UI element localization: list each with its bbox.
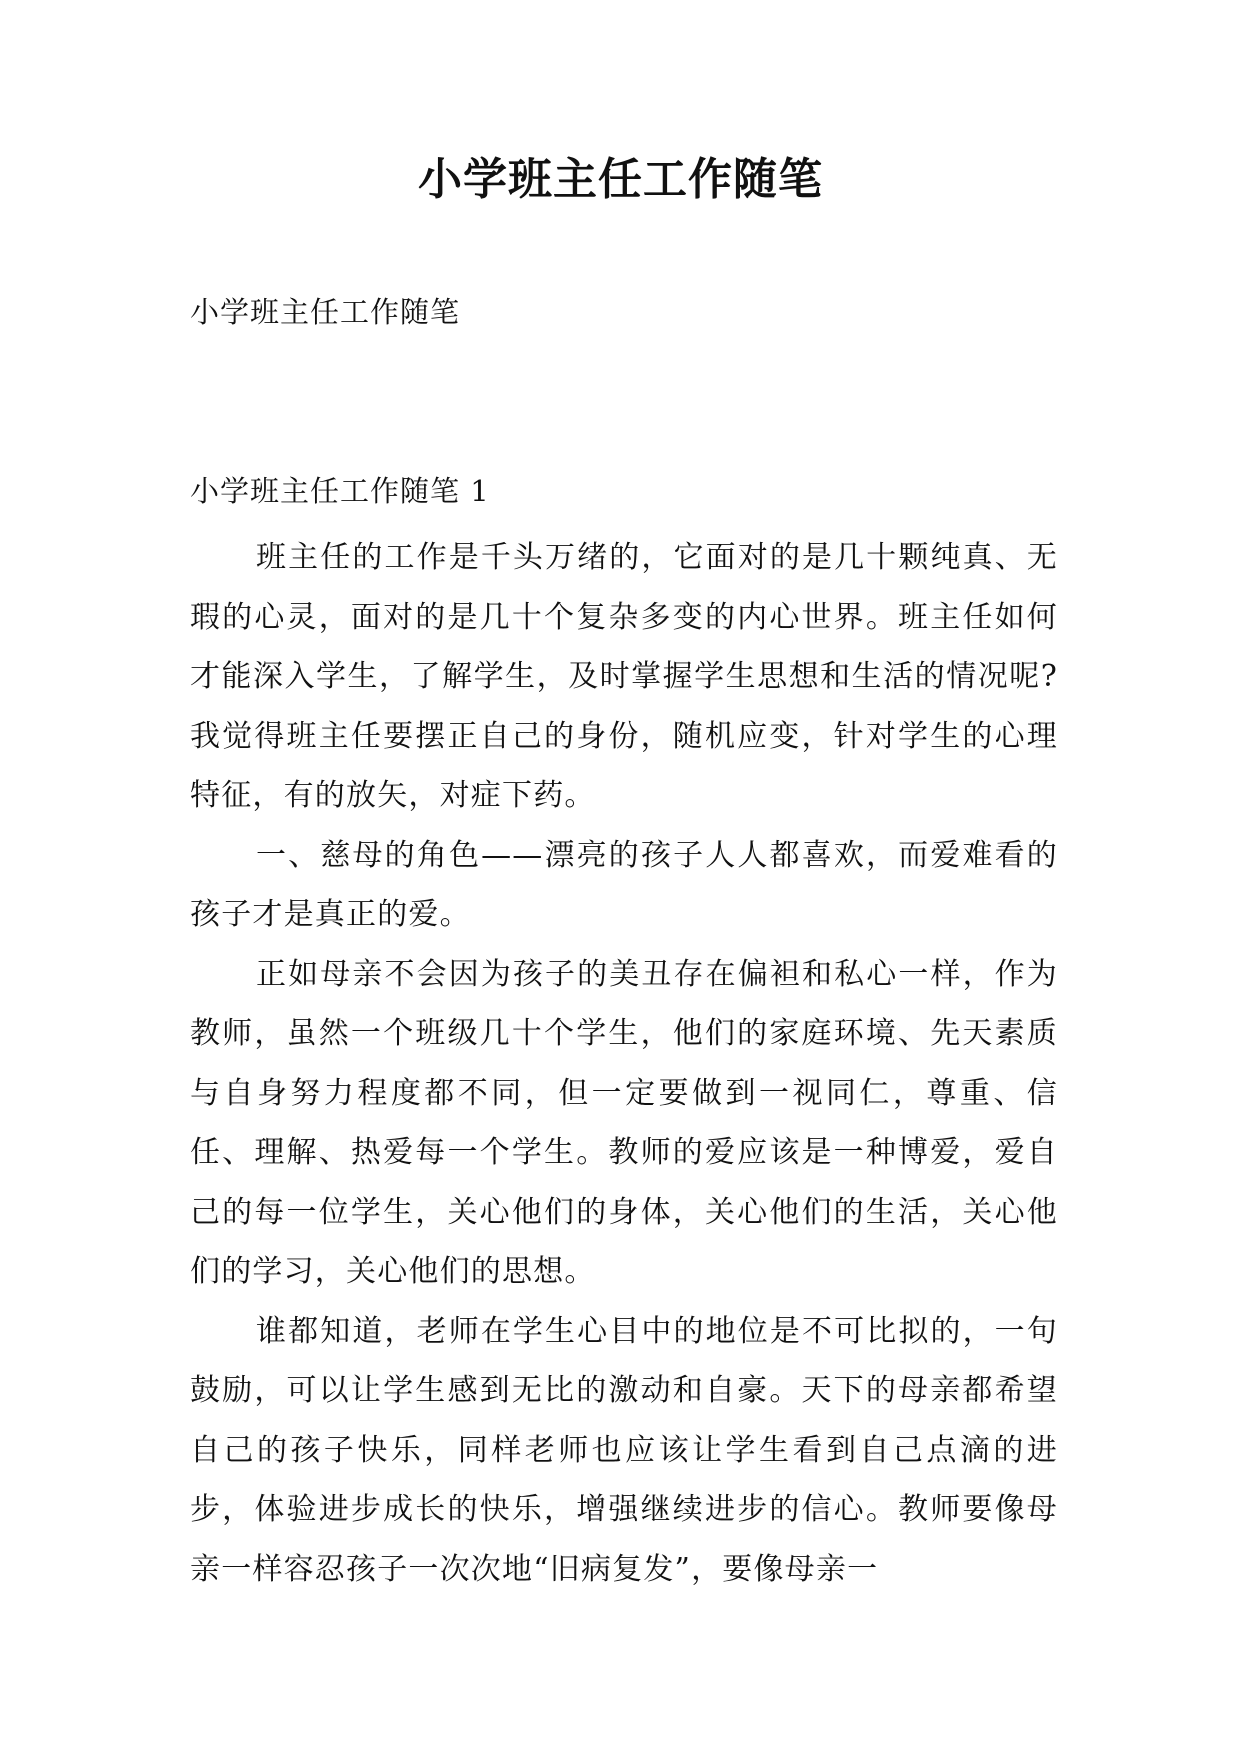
paragraph: 正如母亲不会因为孩子的美丑存在偏袒和私心一样，作为教师，虽然一个班级几十个学生，他们的家庭环境、先天素质与自身努力程度都不同，但一定要做到一视同仁，尊重、信任、理解、热爱每一个学生。教师的爱应该是一种博爱，爱自己的每一位学生，关心他们的身体，关心他们的生活，关心他们的学习，关心他们的思想。 [190, 956, 1058, 1289]
paragraph: 谁都知道，老师在学生心目中的地位是不可比拟的，一句鼓励，可以让学生感到无比的激动和自豪。天下的母亲都希望自己的孩子快乐，同样老师也应该让学生看到自己点滴的进步，体验进步成长的快乐，增强继续进步的信心。教师要像母亲一样容忍孩子一次次地“旧病复发”，要像母亲一 [190, 1313, 1058, 1587]
body-text [190, 528, 1058, 1599]
document-subtitle: 小学班主任工作随笔 [190, 295, 461, 329]
paragraph: 班主任的工作是千头万绪的，它面对的是几十颗纯真、无瑕的心灵，面对的是几十个复杂多变的内心世界。班主任如何才能深入学生，了解学生，及时掌握学生思想和生活的情况呢?我觉得班主任要摆正自己的身份，随机应变，针对学生的心理特征，有的放矢，对症下药。 [190, 540, 1058, 813]
section-heading: 小学班主任工作随笔 1 [190, 474, 490, 508]
paragraph: 一、慈母的角色——漂亮的孩子人人都喜欢，而爱难看的孩子才是真正的爱。 [190, 837, 1058, 932]
document-title: 小学班主任工作随笔 [418, 154, 823, 205]
